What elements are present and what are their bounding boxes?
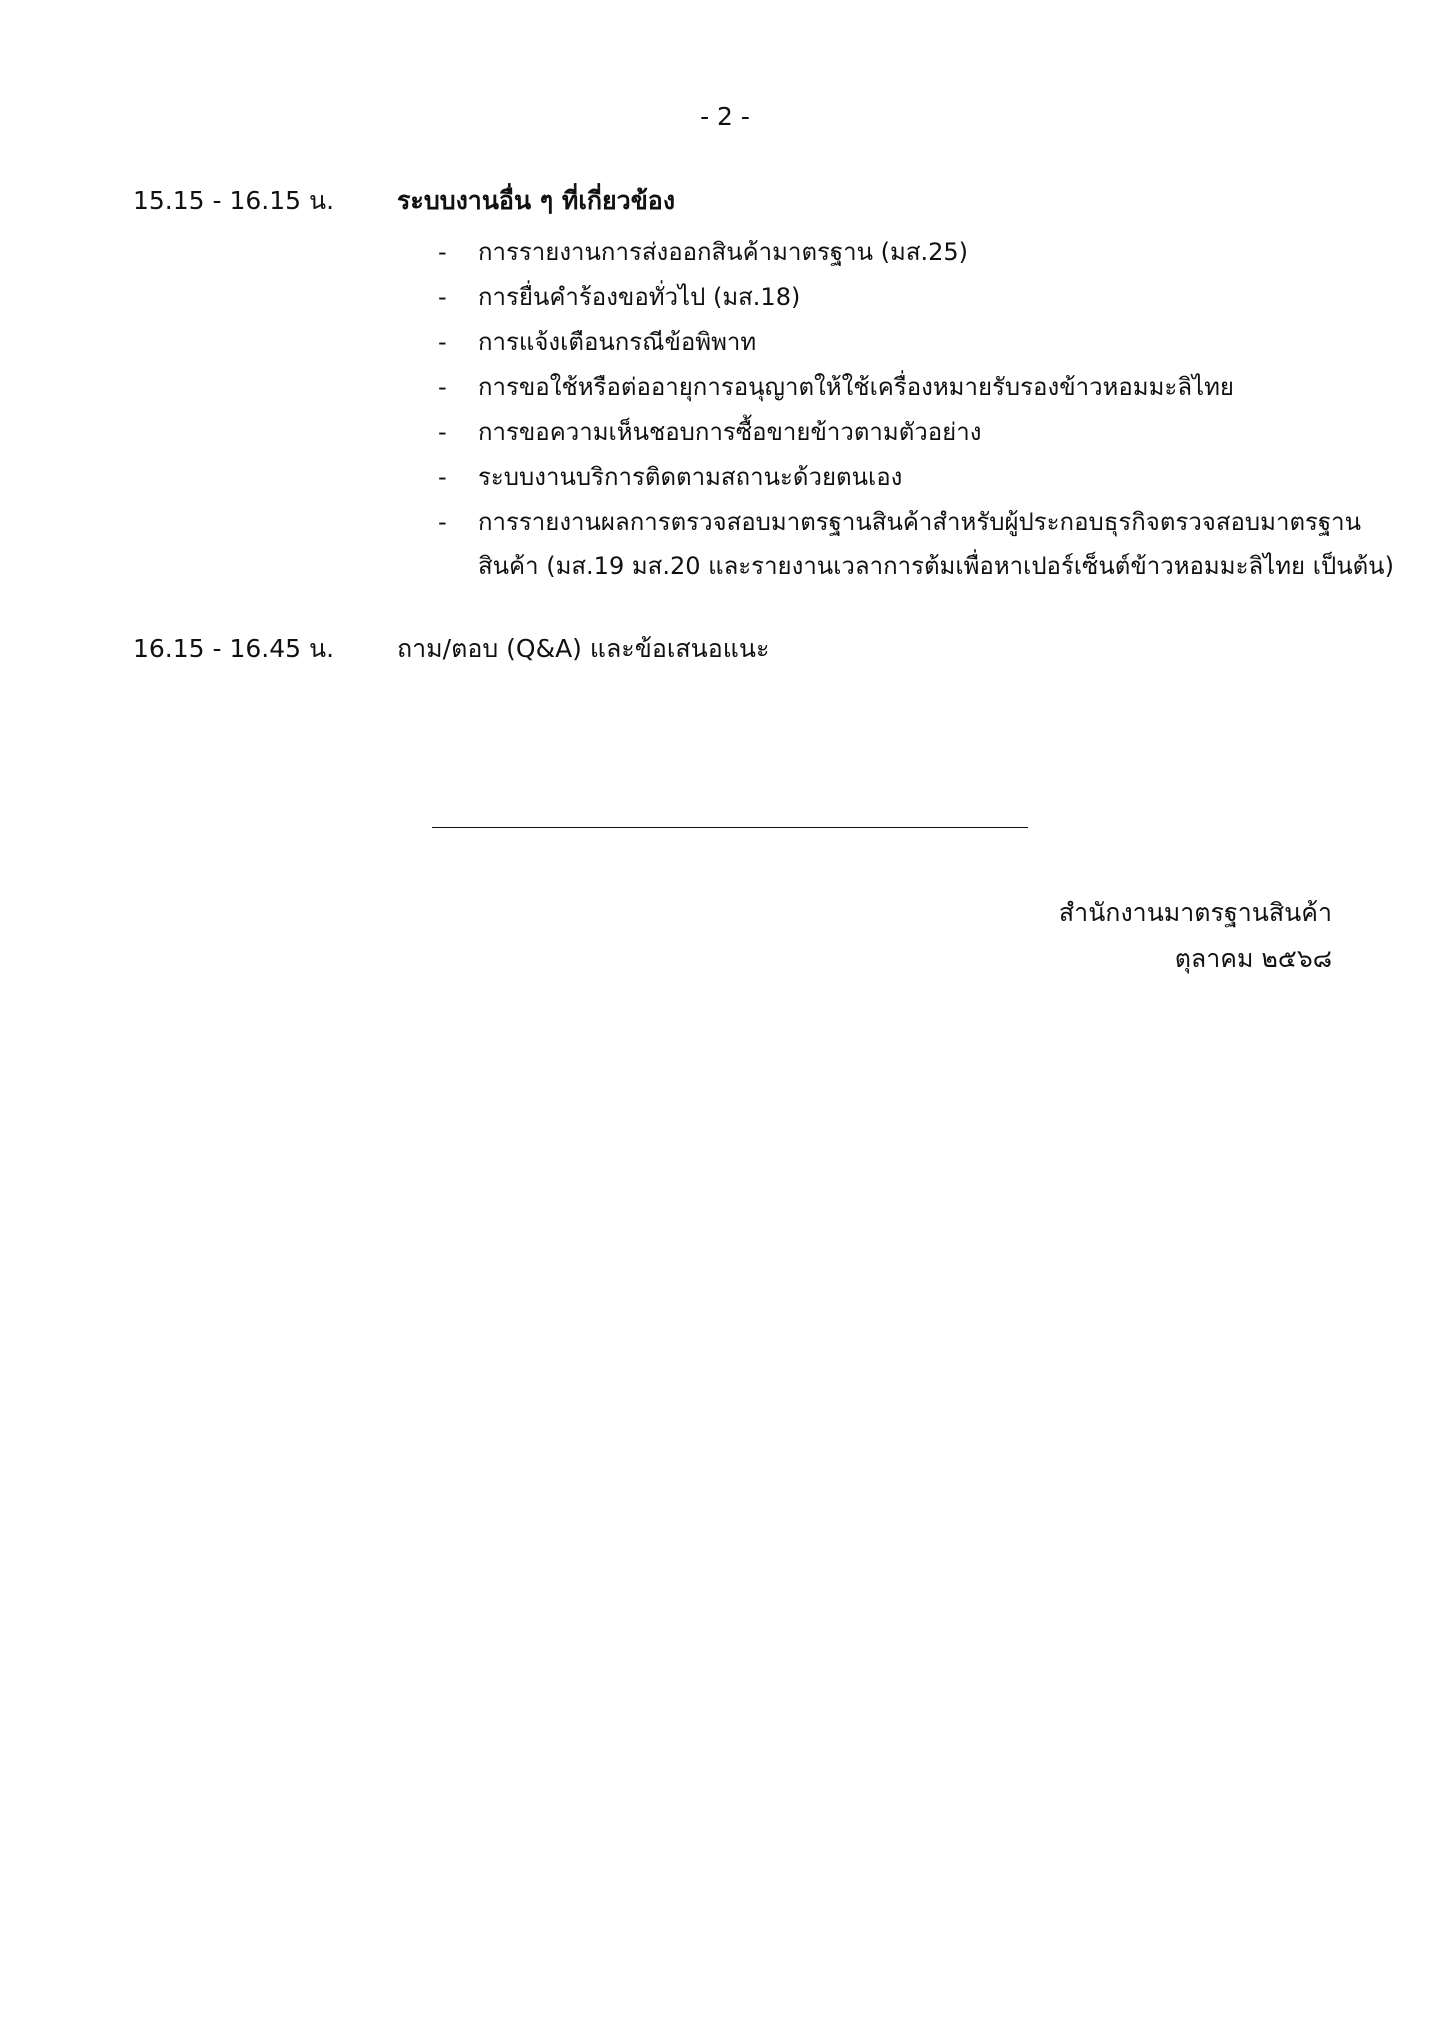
bullet-dash: -	[438, 328, 447, 356]
bullet-dash: -	[438, 238, 447, 266]
list-item-text: ระบบงานบริการติดตามสถานะด้วยตนเอง	[478, 463, 903, 491]
list-item-text: การยื่นคำร้องขอทั่วไป (มส.18)	[478, 283, 801, 311]
session-topic: ถาม/ตอบ (Q&A) และข้อเสนอแนะ	[397, 634, 770, 663]
list-item-text: การแจ้งเตือนกรณีข้อพิพาท	[478, 328, 757, 356]
list-item	[438, 275, 1358, 320]
list-item-line-1: การรายงานผลการตรวจสอบมาตรฐานสินค้าสำหรับผู้ประกอบธุรกิจตรวจสอบมาตรฐาน	[478, 508, 1362, 536]
list-item-text: การรายงานการส่งออกสินค้ามาตรฐาน (มส.25)	[478, 238, 969, 266]
list-item	[438, 410, 1358, 455]
list-item-text: การขอความเห็นชอบการซื้อขายข้าวตามตัวอย่าง	[478, 418, 982, 446]
list-item	[438, 365, 1358, 410]
bullet-dash: -	[438, 373, 447, 401]
list-item	[438, 455, 1358, 500]
bullet-dash: -	[438, 463, 447, 491]
organization-name: สำนักงานมาตรฐานสินค้า	[1058, 898, 1332, 927]
list-item-text	[478, 500, 1394, 588]
list-item-line-2: สินค้า (มส.19 มส.20 และรายงานเวลาการต้มเพื่อหาเปอร์เซ็นต์ข้าวหอมมะลิไทย เป็นต้น)	[478, 552, 1394, 580]
list-item	[438, 230, 1358, 275]
document-date: ตุลาคม ๒๕๖๘	[1174, 944, 1332, 973]
list-item	[438, 320, 1358, 365]
session-heading: ระบบงานอื่น ๆ ที่เกี่ยวข้อง	[397, 186, 676, 215]
bullet-dash: -	[438, 418, 447, 446]
section-divider	[432, 827, 1028, 828]
list-item	[438, 500, 1394, 588]
bullet-dash: -	[438, 508, 447, 536]
signature-block	[1059, 890, 1332, 982]
session-time: 16.15 - 16.45 น.	[133, 634, 335, 663]
bullet-dash: -	[438, 283, 447, 311]
list-item-text: การขอใช้หรือต่ออายุการอนุญาตให้ใช้เครื่องหมายรับรองข้าวหอมมะลิไทย	[478, 373, 1234, 401]
session-time: 15.15 - 16.15 น.	[133, 186, 335, 215]
page-number: - 2 -	[700, 102, 750, 131]
session-item-list	[438, 230, 1394, 588]
